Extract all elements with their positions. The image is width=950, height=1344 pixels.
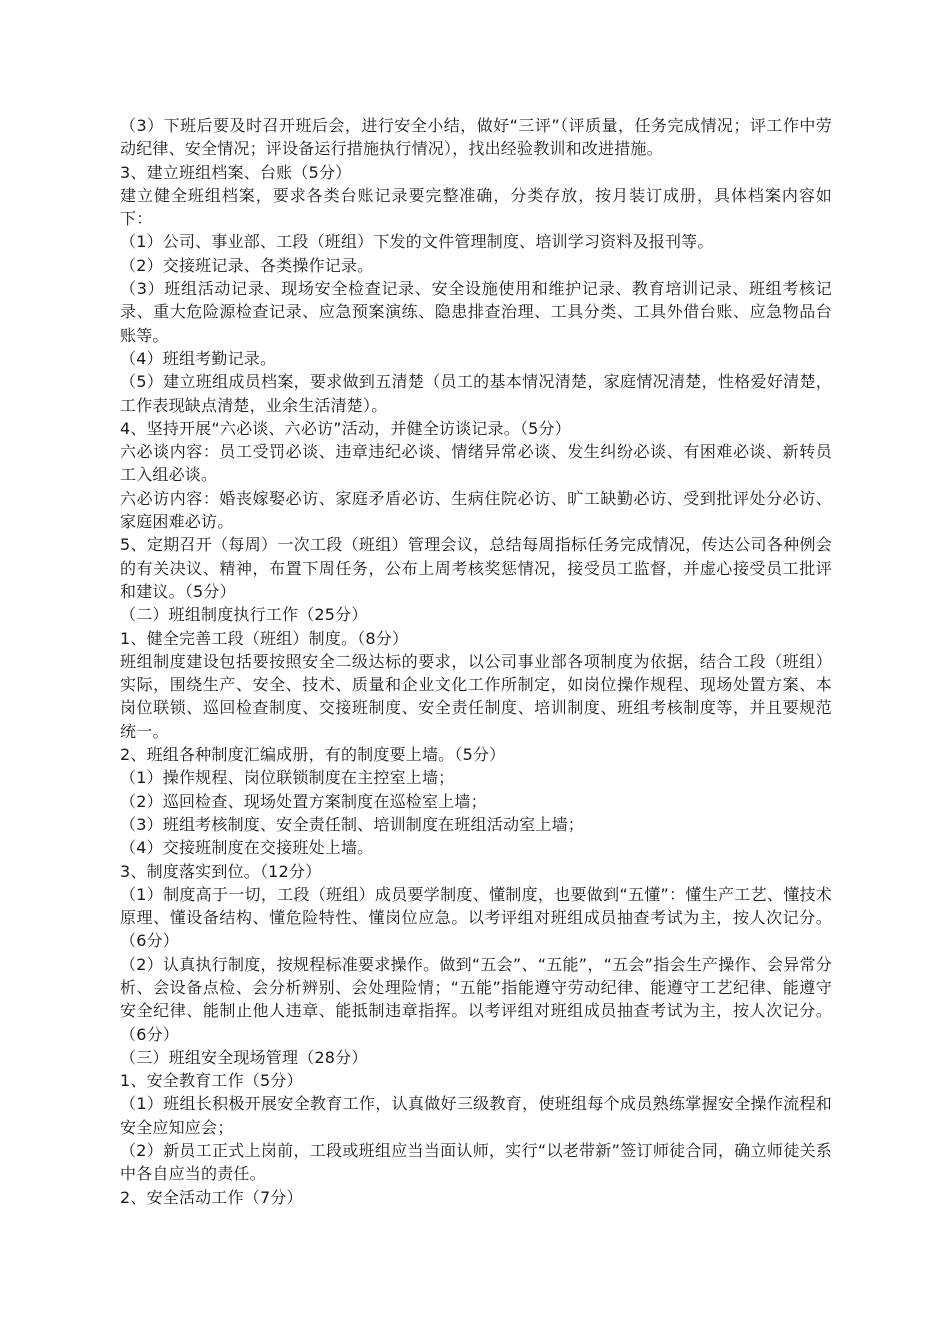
paragraph: （3）下班后要及时召开班后会，进行安全小结，做好“三评”（评质量，任务完成情况；评工作中劳动纪律、安全情况；评设备运行措施执行情况），找出经验教训和改进措施。 bbox=[120, 116, 832, 159]
list-item: （1）公司、事业部、工段（班组）下发的文件管理制度、培训学习资料及报刊等。 bbox=[120, 232, 714, 252]
document-page bbox=[120, 114, 832, 1209]
list-item: （1）班组长积极开展安全教育工作，认真做好三级教育，使班组每个成员熟练掌握安全操作流程和安全应知应会； bbox=[120, 1094, 832, 1137]
list-item: （2）巡回检查、现场处置方案制度在巡检室上墙； bbox=[120, 791, 487, 811]
list-item: （4）班组考勤记录。 bbox=[120, 348, 277, 368]
section-heading: 1、健全完善工段（班组）制度。（8分） bbox=[120, 628, 409, 648]
paragraph: 班组制度建设包括要按照安全二级达标的要求，以公司事业部各项制度为依据，结合工段（班组）实际，围绕生产、安全、技术、质量和企业文化工作所制定，如岗位操作规程、现场处置方案、本岗位联锁、巡回检查制度、交接班制度、安全责任制度、培训制度、班组考核制度等，并且要规范统一。 bbox=[120, 651, 832, 741]
list-item: （2）认真执行制度，按规程标准要求操作。做到“五会”、“五能”，“五会”指会生产操作、会异常分析、会设备点检、会分析辨别、会处理险情；“五能”指能遵守劳动纪律、能遵守工艺纪律、能遵守安全纪律、能制止他人违章、能抵制违章指挥。以考评组对班组成员抽查考试为主，按人次记分。（6分） bbox=[120, 954, 832, 1044]
paragraph: 六必访内容：婚丧嫁娶必访、家庭矛盾必访、生病住院必访、旷工缺勤必访、受到批评处分必访、家庭困难必访。 bbox=[120, 488, 832, 532]
paragraph: 建立健全班组档案，要求各类台账记录要完整准确，分类存放，按月装订成册，具体档案内容如下： bbox=[120, 185, 832, 229]
paragraph: 六必谈内容：员工受罚必谈、违章违纪必谈、情绪异常必谈、发生纠纷必谈、有困难必谈、新转员工入组必谈。 bbox=[120, 442, 832, 485]
chapter-heading: （二）班组制度执行工作（25分） bbox=[120, 605, 368, 625]
section-heading: 4、坚持开展“六必谈、六必访”活动，并健全访谈记录。（5分） bbox=[120, 418, 571, 438]
list-item: （5）建立班组成员档案，要求做到五清楚（员工的基本情况清楚，家庭情况清楚，性格爱好清楚，工作表现缺点清楚，业余生活清楚）。 bbox=[120, 372, 832, 415]
list-item: （1）操作规程、岗位联锁制度在主控室上墙； bbox=[120, 768, 455, 788]
chapter-heading: （三）班组安全现场管理（28分） bbox=[120, 1047, 368, 1067]
section-heading: 3、建立班组档案、台账（5分） bbox=[120, 162, 352, 182]
list-item: （2）新员工正式上岗前，工段或班组应当当面认师，实行“以老带新”签订师徒合同，确立师徒关系中各自应当的责任。 bbox=[120, 1141, 832, 1184]
list-item: （4）交接班制度在交接班处上墙。 bbox=[120, 838, 374, 858]
section-heading: 2、班组各种制度汇编成册，有的制度要上墙。（5分） bbox=[120, 745, 506, 765]
list-item: （1）制度高于一切，工段（班组）成员要学制度、懂制度，也要做到“五懂”：懂生产工艺、懂技术原理、懂设备结构、懂危险特性、懂岗位应急。以考评组对班组成员抽查考试为主，按人次记分。（6分） bbox=[120, 884, 832, 951]
list-item: （3）班组考核制度、安全责任制、培训制度在班组活动室上墙； bbox=[120, 814, 584, 834]
list-item: （3）班组活动记录、现场安全检查记录、安全设施使用和维护记录、教育培训记录、班组考核记录、重大危险源检查记录、应急预案演练、隐患排查治理、工具分类、工具外借台账、应急物品台账等。 bbox=[120, 279, 832, 345]
section-heading: 2、安全活动工作（7分） bbox=[120, 1187, 303, 1207]
section-heading: 5、定期召开（每周）一次工段（班组）管理会议，总结每周指标任务完成情况，传达公司各种例会的有关决议、精神，布置下周任务，公布上周考核奖惩情况，接受员工监督，并虚心接受员工批评和建议。（5分） bbox=[120, 535, 832, 601]
section-heading: 3、制度落实到位。（12分） bbox=[120, 861, 322, 881]
list-item: （2）交接班记录、各类操作记录。 bbox=[120, 255, 374, 275]
section-heading: 1、安全教育工作（5分） bbox=[120, 1071, 303, 1091]
